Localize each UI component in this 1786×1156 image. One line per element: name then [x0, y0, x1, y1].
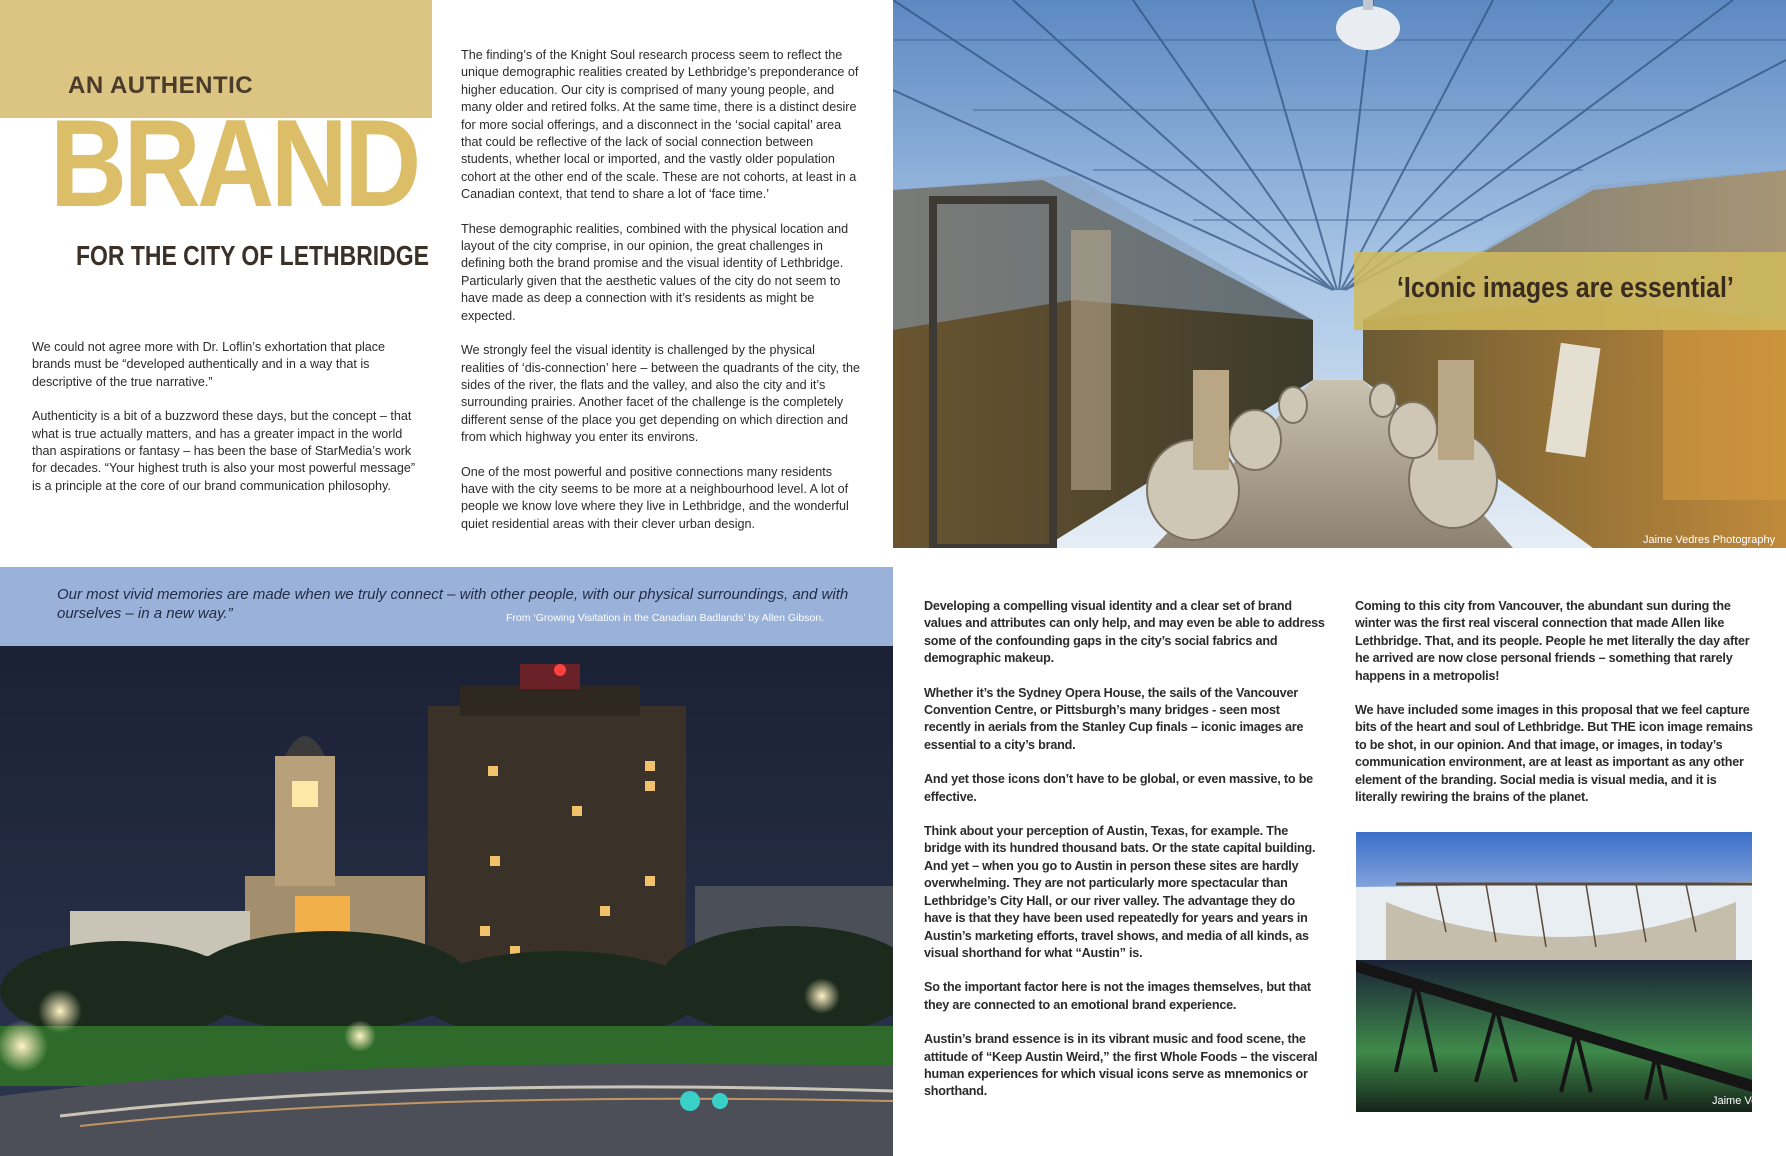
night-city-photo [0, 646, 893, 1156]
paragraph: Coming to this city from Vancouver, the abundant sun during the winter was the first real visceral connection that made Allen like Lethbridge. That, and its people. People he met literally the day after he arrived are now close personal friends – something that rarely happens in a metropolis! [1355, 599, 1750, 683]
paragraph: Whether it’s the Sydney Opera House, the sails of the Vancouver Convention Centre, or Pittsburgh’s many bridges - seen most recently in aerials from the Stanley Cup finals – iconic images are essential to a city’s brand. [924, 685, 1304, 752]
lower-middle-column [924, 598, 1326, 1118]
title-line-1: AN AUTHENTIC [68, 72, 254, 99]
title-subtitle: FOR THE CITY OF LETHBRIDGE [76, 240, 429, 271]
paragraph: One of the most powerful and positive connections many residents have with the city seems to be more at a neighbourhood level. A lot of people we know love where they live in Lethbridge, and the wonderful quiet residential areas with their clever urban design. [461, 464, 849, 531]
paragraph: And yet those icons don’t have to be global, or even massive, to be effective. [924, 772, 1313, 804]
lower-right-column [1355, 598, 1755, 823]
paragraph: We strongly feel the visual identity is challenged by the physical realities of ‘dis-connection’ here – between the quadrants of the city, the sides of the river, the flats and the valley, and also the city and it’s surrounding prairies. Another facet of the challenge is the completely different sense of the place you get depending on which direction and from which highway you enter its environs. [461, 343, 861, 445]
photo-credit: Jaime Ve [1712, 1095, 1758, 1107]
paragraph: Authenticity is a bit of a buzzword these days, but the concept – that what is true actually matters, and has a greater impact in the world than aspirations or fantasy – has been the base of StarMedia’s work for decades. “Your highest truth is also your most powerful message” is a principle at the core of our brand communication philosophy. [32, 409, 416, 493]
quote-source: From ‘Growing Visitation in the Canadian Badlands’ by Allen Gibson. [506, 612, 825, 624]
title-brand-word: BRAND [50, 95, 418, 233]
paragraph: So the important factor here is not the images themselves, but that they are connected to an emotional brand experience. [924, 980, 1311, 1012]
paragraph: We could not agree more with Dr. Loflin’s exhortation that place brands must be “developed authentically and in a way that is descriptive of the true narrative.” [32, 340, 386, 389]
iconic-banner-text: ‘Iconic images are essential’ [1397, 272, 1734, 304]
middle-column [461, 47, 861, 550]
paragraph: Think about your perception of Austin, Texas, for example. The bridge with its hundred thousand bats. Or the state capital building. And yet – when you go to Austin in person these sites are hardly overwhelming. They are not particularly more spectacular than Lethbridge’s City Hall, or our river valley. The advantage they do have is that they have been used repeatedly for years and years in Austin’s marketing efforts, travel shows, and media of all kinds, as visual shorthand for what “Austin” is. [924, 824, 1316, 960]
paragraph: Austin’s brand essence is in its vibrant music and food scene, the attitude of “Keep Austin Weird,” the first Whole Foods – the visceral human experiences for which visual icons serve as mnemonics or shorthand. [924, 1032, 1318, 1099]
paragraph: These demographic realities, combined with the physical location and layout of the city comprise, in our opinion, the great challenges in defining both the brand promise and the visual identity of Lethbridge. Particularly given that the aesthetic values of the city do not seem to have made as deep a connection with it’s residents as might be expected. [461, 221, 849, 323]
pull-quote: Our most vivid memories are made when we truly connect – with other people, with our physical surroundings, and with ourselves – in a new way.” [57, 586, 849, 622]
bridge-photo [1356, 832, 1752, 1112]
paragraph: We have included some images in this proposal that we feel capture bits of the heart and soul of Lethbridge. But THE icon image remains to be shot, in our opinion. And that image, or images, in today’s communication environment, are at least as important as any other element of the branding. Social media is visual media, and it is literally rewiring the brains of the planet. [1355, 703, 1753, 805]
left-column [32, 339, 424, 512]
paragraph: Developing a compelling visual identity and a clear set of brand values and attributes can only help, and may even be able to address some of the confounding gaps in the city’s social fabrics and demographic makeup. [924, 599, 1325, 666]
photo-credit: Jaime Vedres Photography [1643, 534, 1776, 546]
paragraph: The finding’s of the Knight Soul research process seem to reflect the unique demographic realities created by Lethbridge’s preponderance of higher education. Our city is comprised of many young people, and many older and retired folks. At the same time, there is a distinct desire for more social offerings, and a disconnect in the ‘social capital’ area that could be reflective of the lack of social connection between students, whether local or imported, and the vastly older population cohort at the other end of the scale. These are not cohorts, at least in a Canadian context, that tend to share a lot of ‘face time.’ [461, 48, 859, 202]
